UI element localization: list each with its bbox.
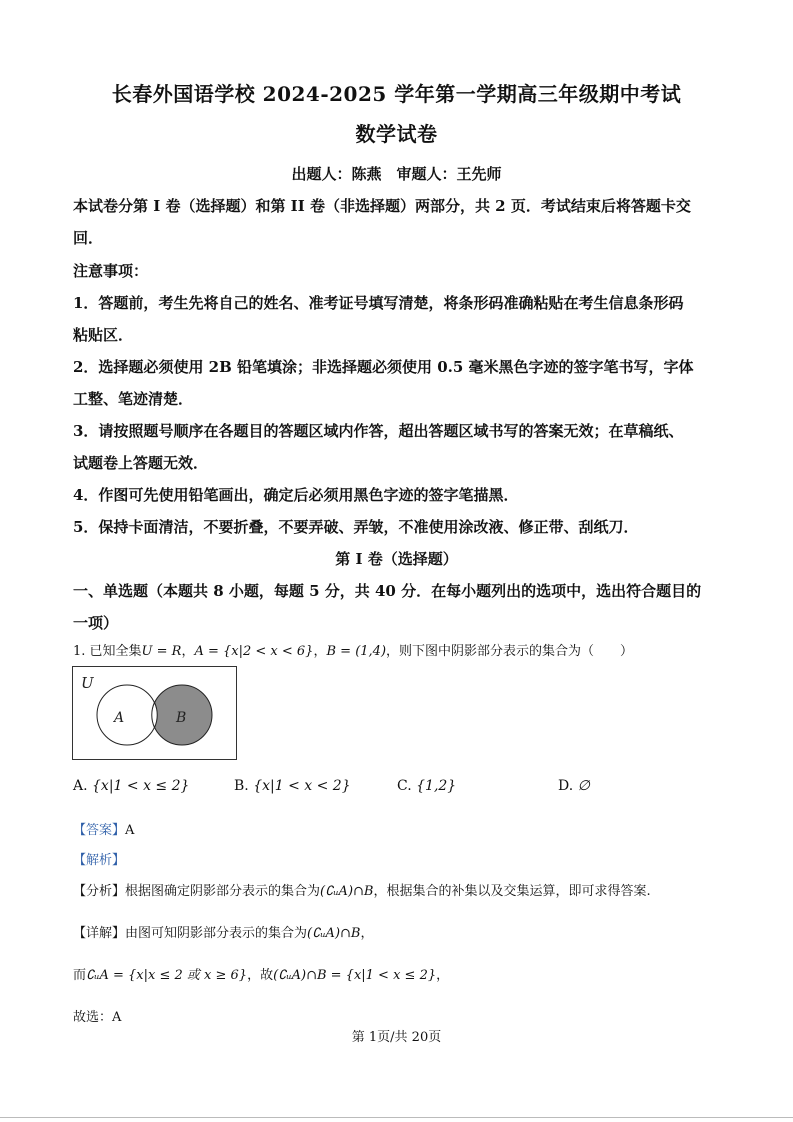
option-c-text: {1,2} [416,778,457,794]
note-line: 5．保持卡面清洁，不要折叠，不要弄破、弄皱，不准使用涂改液、修正带、刮纸刀． [73,518,639,536]
answer-tag: 【答案】 [73,823,126,838]
notice-heading: 注意事项： [73,262,149,280]
derivation-text-2: ，故 [247,968,274,983]
option-d [558,778,590,794]
exam-subtitle: 数学试卷 [355,122,438,146]
universal-set: U = R [141,644,182,659]
option-a-label: A. [73,778,88,794]
intersection-expr: (∁ᵤA)∩B = {x|1 < x ≤ 2} [273,968,437,983]
option-b-label: B. [234,778,249,794]
section-instructions-2: 一项） [73,614,119,632]
label-b: B [176,710,187,726]
derivation-line [73,964,723,983]
label-u: U [81,674,94,692]
conclusion: 故选：A [73,1010,122,1025]
venn-diagram [72,666,237,760]
fenxi-expr: (∁ᵤA)∩B [320,884,374,899]
answer-line [73,819,723,838]
note-line: 4．作图可先使用铅笔画出，确定后必须用黑色字迹的签字笔描黑． [73,486,519,504]
fenxi-text: 根据图确定阴影部分表示的集合为 [125,884,321,899]
set-a-definition: A = {x|2 < x < 6} [194,644,314,659]
xiangjie-tag: 【详解】 [73,926,126,941]
section-instructions-1: 一、单选题（本题共 8 小题，每题 5 分，共 40 分．在每小题列出的选项中，选出符合题目的 [73,582,702,600]
xiangjie-text: 由图可知阴影部分表示的集合为 [125,926,308,941]
detail-line [73,922,723,941]
xiangjie-expr: (∁ᵤA)∩B [307,926,361,941]
answer-value: A [125,823,135,838]
note-line: 3．请按照题号顺序在各题目的答题区域内作答，超出答题区域书写的答案无效；在草稿纸、 [73,422,684,440]
set-b-definition: B = (1,4) [326,644,387,659]
stem-suffix: ，则下图中阴影部分表示的集合为（ ） [386,644,634,659]
note-line: 1．答题前，考生先将自己的姓名、准考证号填写清楚，将条形码准确粘贴在考生信息条形码 [73,294,684,312]
option-b [234,778,351,794]
question-1-stem: 1. 已知全集U = R，A = {x|2 < x < 6}，B = (1,4)，则下图中阴影部分表示的集合为（ ） [73,644,634,659]
derivation-text: 而 [73,968,87,983]
xiangjie-text-2: ， [360,926,374,941]
derivation-text-3: ， [436,968,450,983]
option-d-label: D. [558,778,574,794]
note-line: 试题卷上答题无效． [73,454,209,472]
note-line: 2．选择题必须使用 2B 铅笔填涂；非选择题必须使用 0.5 毫米黑色字迹的签字笔书写，字体 [73,358,694,376]
page-footer: 第 1页/共 20页 [351,1030,442,1045]
option-c-label: C. [397,778,412,794]
note-line: 粘贴区． [73,326,134,344]
intersection-region [152,703,157,728]
intro-line-2: 回． [73,229,104,247]
fenxi-text-2: ，根据集合的补集以及交集运算，即可求得答案. [373,884,651,899]
analysis-tag: 【解析】 [73,853,126,868]
stem-prefix: 1. 已知全集 [73,644,142,659]
exam-authors: 出题人：陈燕 审题人：王先师 [291,165,502,183]
option-d-text: ∅ [577,778,590,794]
note-line: 工整、笔迹清楚． [73,390,194,408]
label-a: A [114,710,125,726]
fenxi-tag: 【分析】 [73,884,126,899]
bottom-divider [0,1117,793,1118]
intro-line-1: 本试卷分第 I 卷（选择题）和第 II 卷（非选择题）两部分，共 2 页．考试结束后将答题卡交 [73,197,691,215]
option-b-text: {x|1 < x < 2} [253,778,351,794]
option-a [73,778,189,794]
exam-title: 长春外国语学校 2024-2025 学年第一学期高三年级期中考试 [111,82,682,106]
option-a-text: {x|1 < x ≤ 2} [92,778,190,794]
complement-expr: ∁ᵤA = {x|x ≤ 2 或 x ≥ 6} [86,968,248,983]
section-title: 第 I 卷（选择题） [335,550,458,568]
analysis-line [73,880,723,899]
option-c [397,778,456,794]
